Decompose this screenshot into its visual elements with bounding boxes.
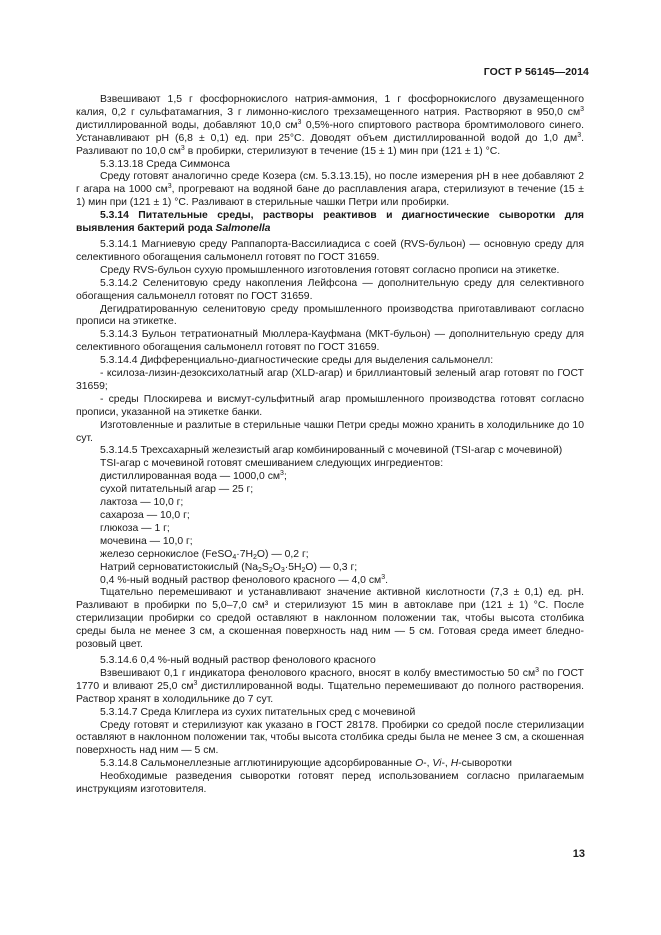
ingredient-item: Натрий серноватистокислый $(Na_2S_2O_3\cdot 5H_2O)$ — 0,3 г; xyxy=(100,561,358,574)
paragraph: 5.3.14.4 Дифференциально-диагностические среды для выделения сальмонелл: xyxy=(100,355,494,367)
paragraph: Взвешивают 0,1 г индикатора фенолового красного, вносят в колбу вместимостью 50 $см^3$ по ГОСТ 1770 и вливают 25,0 $см^3$ дистиллированной воды. Тщательно перемешивают до полного растворения. Раствор хранят в холодильнике до 7 сут. xyxy=(76,666,584,705)
section-heading: 5.3.14.8 Сальмонеллезные агглютинирующие адсорбированные O-, Vi-, H-сыворотки xyxy=(100,758,512,770)
section-heading: 5.3.14.5 Трехсахарный железистый агар комбинированный с мочевиной (TSI-агар с мочевиной) xyxy=(100,445,563,457)
section-heading-bold: 5.3.14 Питательные среды, растворы реактивов и диагностические сыворотки для выявления бактерий рода Salmonella xyxy=(76,210,584,235)
paragraph: Дегидратированную селенитовую среду промышленного производства приготавливают согласно прописи на этикетке. xyxy=(76,303,584,328)
paragraph: 5.3.14.3 Бульон тетратионатный Мюллера-Кауфмана (МКТ-бульон) — дополнительную среду для селективного обогащения сальмонелл готовят по ГОСТ 31659. xyxy=(76,329,584,354)
paragraph: Тщательно перемешивают и устанавливают значение активной кислотности (7,3 ± 0,1) ед. рН. Разливают в пробирки по 5,0–7,0 см³ и стерилизуют 15 мин в автоклаве при (121 ± 1) °С. После стерилизации пробирки со средой оставляют в наклонном положении так, чтобы высота столбика среды была не менее 3 см, а скошенная поверхность над ним — 5 см. Готовая среда имеет бледно-розовый цвет. xyxy=(76,587,584,651)
section-heading: 5.3.14.6 0,4 %-ный водный раствор фенолового красного xyxy=(100,654,376,666)
list-item: - ксилоза-лизин-дезоксихолатный агар (XLD-агар) и бриллиантовый зеленый агар готовят по ГОСТ 31659; xyxy=(76,368,584,392)
ingredient-item: сухой питательный агар — 25 г; xyxy=(100,484,254,496)
paragraph: Среду готовят и стерилизуют как указано в ГОСТ 28178. Пробирки со средой после стерилизации оставляют в наклонном положении так, чтобы высота столбика среды была не менее 3 см, а скошенная поверхность над ним — 5 см. xyxy=(76,719,584,757)
document-body xyxy=(76,94,584,797)
ingredient-item: 0,4 %-ный водный раствор фенолового красного — 4,0 $см^3$. xyxy=(100,573,388,586)
paragraph: Необходимые разведения сыворотки готовят перед использованием согласно прилагаемым инструкциям изготовителя. xyxy=(76,771,584,796)
ingredient-item: мочевина — 10,0 г; xyxy=(100,535,193,547)
paragraph: Среду RVS-бульон сухую промышленного изготовления готовят согласно прописи на этикетке. xyxy=(100,264,560,276)
paragraph: 5.3.14.1 Магниевую среду Раппапорта-Вассилиадиса с соей (RVS-бульон) — основную среду для селективного обогащения сальмонелл готовят по ГОСТ 31659. xyxy=(76,238,584,263)
paragraph: TSI-агар с мочевиной готовят смешиванием следующих ингредиентов: xyxy=(100,458,444,470)
ingredient-item: дистиллированная вода — 1000,0 $см^3$; xyxy=(100,470,287,483)
document-code-header: ГОСТ Р 56145—2014 xyxy=(483,66,589,78)
paragraph: Среду готовят аналогично среде Козера (см. 5.3.13.15), но после измерения рН в нее добавляют 2 г агара на 1000 $см^3$, прогревают на водяной бане до расплавления агара, стерилизуют в течение (15 ± 1) мин при (121 ± 1) °С. Разливают в стерильные чашки Петри или пробирки. xyxy=(76,171,584,209)
paragraph: Изготовленные и разлитые в стерильные чашки Петри среды можно хранить в холодильнике до 10 сут. xyxy=(76,419,584,444)
section-heading: 5.3.13.18 Среда Симмонса xyxy=(100,158,230,170)
paragraph: 5.3.14.2 Селенитовую среду накопления Лейфсона — дополнительную среду для селективного обогащения сальмонелл готовят по ГОСТ 31659. xyxy=(76,277,584,302)
ingredient-item: сахароза — 10,0 г; xyxy=(100,510,190,521)
section-heading: 5.3.14.7 Среда Клиглера из сухих питательных сред с мочевиной xyxy=(100,706,416,718)
ingredient-item: железо сернокислое $(FeSO_4\cdot 7H_2O)$ — 0,2 г; xyxy=(100,548,309,561)
ingredient-item: лактоза — 10,0 г; xyxy=(100,497,184,509)
page-number: 13 xyxy=(572,848,585,860)
paragraph: Взвешивают 1,5 г фосфорнокислого натрия-аммония, 1 г фосфорнокислого двузамещенного калия, 0,2 г сульфатамагния, 3 г лимонно-кислого трехзамещенного натрия. Растворяют в 950,0 $см^3$ дистиллированной воды, добавляют 10,0 $см^3$ 0,5%-ного спиртового раствора бромтимолового синего. Устанавливают рН (6,8 ± 0,1) ед. при 25°С. Доводят объем дистиллированной водой до 1,0 $дм^3$. Разливают по 10,0 $см^3$ в пробирки, стерилизуют в течение (15 ± 1) мин при (121 ± 1) °С. xyxy=(76,94,584,157)
ingredient-item: глюкоза — 1 г; xyxy=(100,522,170,534)
list-item: - среды Плоскирева и висмут-сульфитный агар промышленного производства готовят согласно прописи, указанной на этикетке банки. xyxy=(76,393,584,418)
